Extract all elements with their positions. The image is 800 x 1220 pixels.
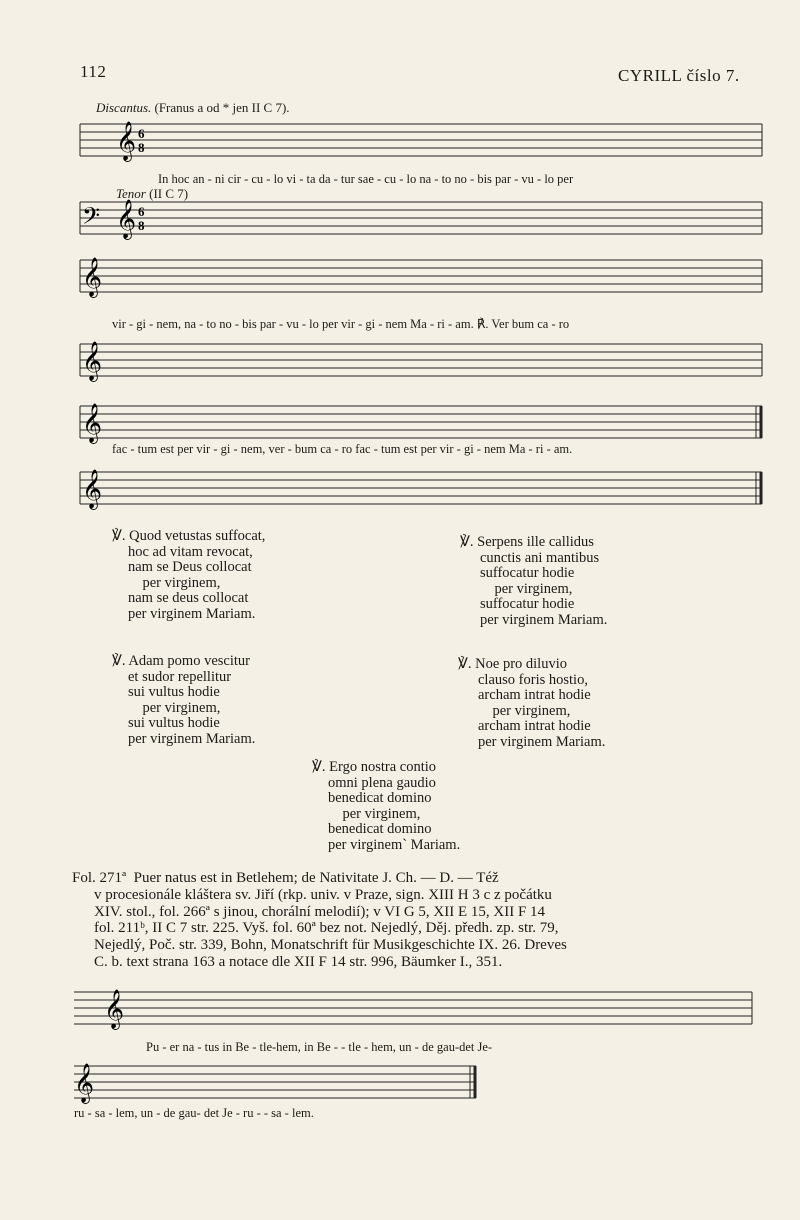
staff-1 [0, 116, 800, 176]
svg-text:8: 8 [138, 218, 145, 233]
treble-clef-icon: 𝄞 [116, 123, 137, 160]
discantus-note: (Franus a od * jen II C 7). [154, 100, 290, 115]
tenor-note: (II C 7) [149, 186, 189, 201]
lyrics-line-3: fac - tum est per vir - gi - nem, ver - bum ca - ro fac - tum est per vir - gi - nem Ma - ri - am. [112, 442, 573, 456]
verse-5: ℣. Ergo nostra contio omni plena gaudio benedicat domino per virginem, benedicat domino per virginem` Mariam. [312, 759, 461, 853]
treble-clef-icon: 𝄞 [104, 991, 125, 1028]
treble-clef-icon: 𝄞 [116, 201, 137, 238]
folio-paragraph: Fol. 271ª Puer natus est in Betlehem; de Nativitate J. Ch. — D. — Též v procesionále kláštera sv. Jiří (rkp. univ. v Praze, sign. XIII H 3 c z počátku XIV. stol., fol. 266ª s jinou, chorální melodií); v VI G 5, XII E 15, XII F 14 fol. 211ᵇ, II C 7 str. 225. Vyš. fol. 60ª bez not. Nejedlý, Děj. předh. zp. str. 79, Nejedlý, Poč. str. 339, Bohn, Monatschrift für Musikgeschichte IX. 26. Dreves C. b. text strana 163 a notace dle XII F 14 str. 996, Bäumker I., 351. [72, 870, 567, 970]
treble-clef-icon: 𝄞 [82, 471, 103, 508]
bass-clef-icon: 𝄢 [82, 204, 101, 235]
staff-6 [0, 464, 800, 524]
treble-clef-icon: 𝄞 [74, 1065, 95, 1102]
treble-clef-icon: 𝄞 [82, 343, 103, 380]
discantus-caption [96, 100, 290, 116]
svg-text:6: 6 [138, 126, 145, 141]
discantus-label: Discantus. [96, 100, 152, 115]
staff-3 [0, 252, 800, 312]
lyrics-line-1: In hoc an - ni cir - cu - lo vi - ta da - tur sae - cu - lo na - to no - bis par - vu - lo per [158, 172, 574, 186]
treble-clef-icon: 𝄞 [82, 259, 103, 296]
staff-4 [0, 336, 800, 396]
verse-4: ℣. Noe pro diluvio clauso foris hostio, archam intrat hodie per virginem, archam intrat hodie per virginem Mariam. [458, 656, 606, 750]
lyrics-line-2: vir - gi - nem, na - to no - bis par - vu - lo per vir - gi - nem Ma - ri - am. ℟. Ver bum ca - ro [112, 317, 570, 331]
tenor-label: Tenor [116, 186, 146, 201]
verse-3: ℣. Adam pomo vescitur et sudor repellitur sui vultus hodie per virginem, sui vultus hodie per virginem Mariam. [112, 653, 256, 747]
verse-2: ℣. Serpens ille callidus cunctis ani mantibus suffocatur hodie per virginem, suffocatur hodie per virginem Mariam. [460, 534, 608, 628]
svg-text:8: 8 [138, 140, 145, 155]
staff-2 [0, 194, 800, 254]
page-title: CYRILL číslo 7. [618, 66, 740, 85]
verse-1: ℣. Quod vetustas suffocat, hoc ad vitam revocat, nam se Deus collocat per virginem, nam se deus collocat per virginem Mariam. [112, 528, 266, 622]
treble-clef-icon: 𝄞 [82, 405, 103, 442]
svg-text:6: 6 [138, 204, 145, 219]
lyrics-line-4: Pu - er na - tus in Be - tle-hem, in Be - - tle - hem, un - de gau-det Je- [146, 1040, 493, 1054]
page-number: 112 [80, 62, 107, 81]
staff-7 [0, 984, 800, 1044]
lyrics-line-5: ru - sa - lem, un - de gau- det Je - ru - - sa - lem. [74, 1106, 314, 1120]
